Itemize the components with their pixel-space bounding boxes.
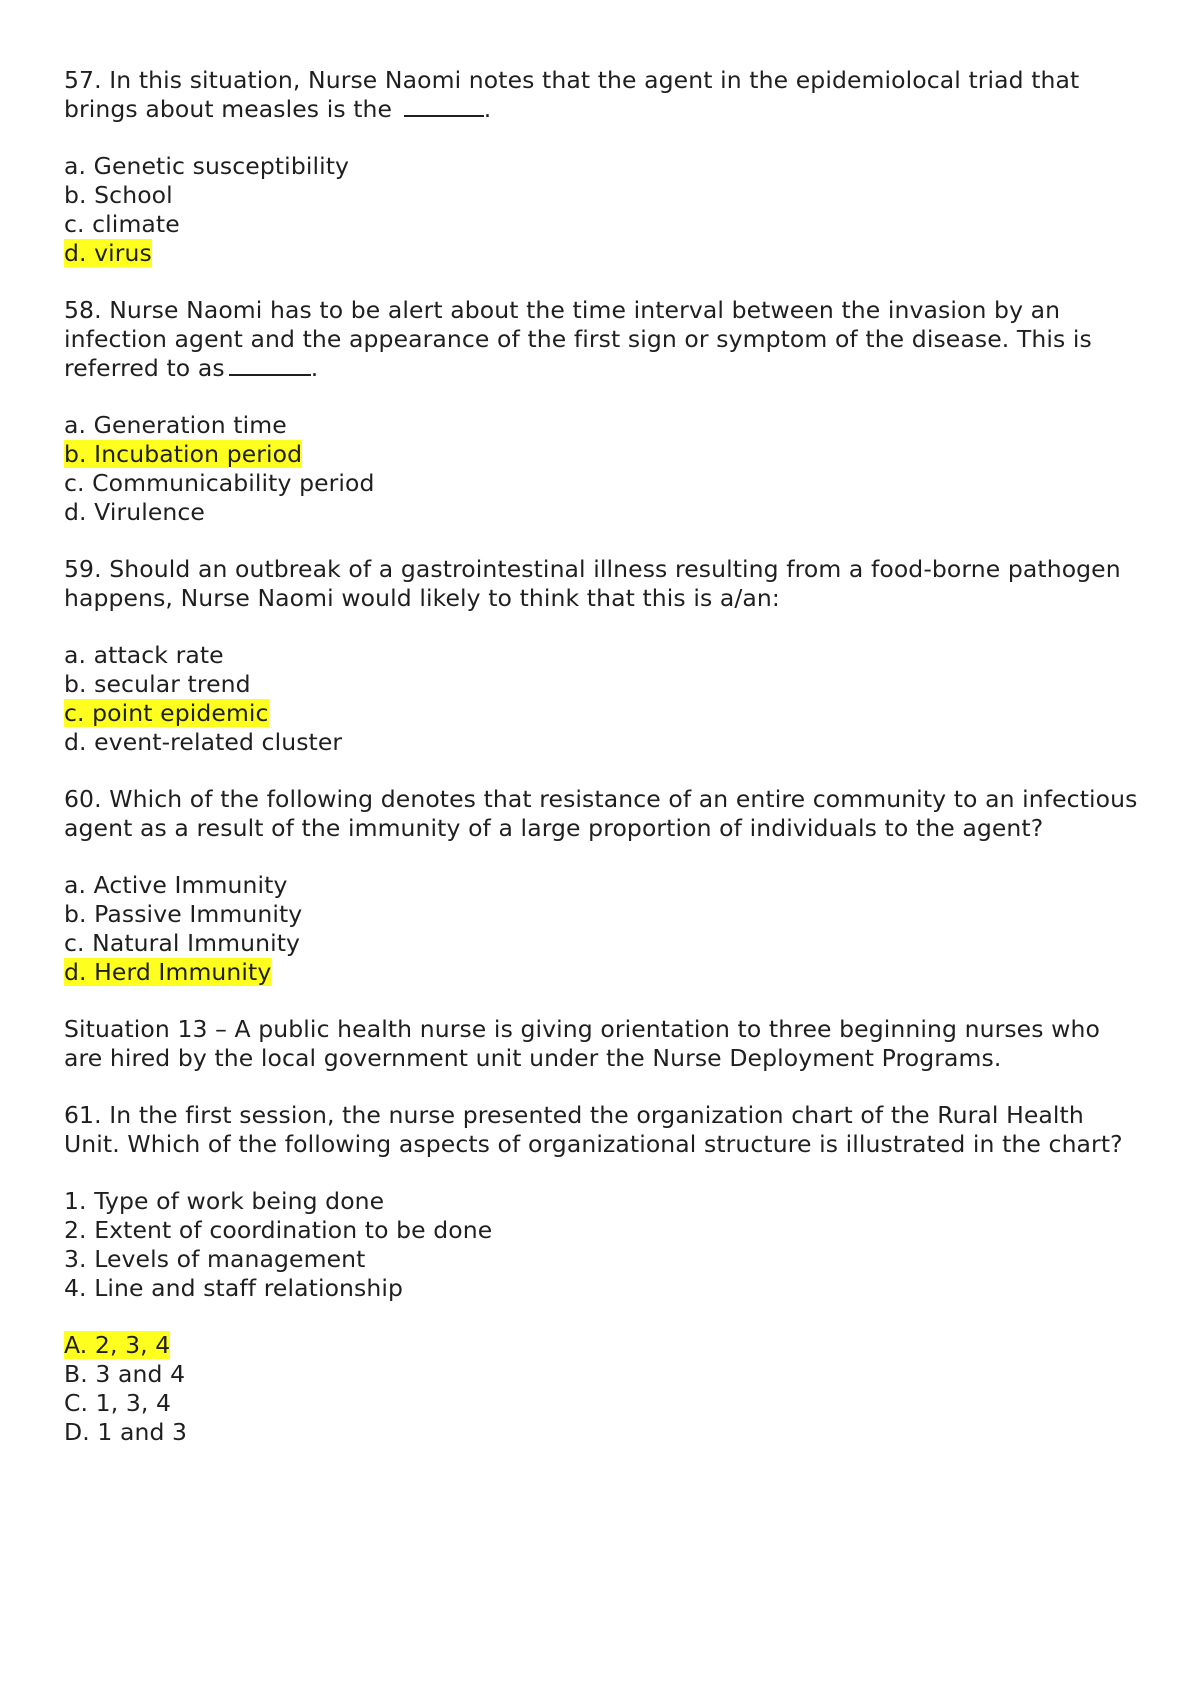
option-d: d. event-related cluster (64, 728, 343, 756)
option-d-highlighted (64, 958, 1144, 987)
highlighted-answer: A. 2, 3, 4 (64, 1331, 171, 1359)
option-a: a. Genetic susceptibility (64, 152, 350, 180)
option-c: c. Natural Immunity (64, 929, 301, 957)
numbered-item: 3. Levels of management (64, 1245, 366, 1273)
option-list (64, 641, 1144, 757)
option-c: C. 1, 3, 4 (64, 1389, 172, 1417)
question-57 (64, 66, 1144, 268)
option-list (64, 411, 1144, 527)
option-b: b. Passive Immunity (64, 900, 303, 928)
question-59 (64, 555, 1144, 757)
question-61 (64, 1101, 1144, 1447)
question-60 (64, 785, 1144, 987)
option-list (64, 871, 1144, 987)
question-text: 58. Nurse Naomi has to be alert about the time interval between the invasion by an infection agent and the appearance of the first sign or symptom of the disease. This is referred to as (64, 296, 1092, 382)
answer-blank (229, 354, 311, 376)
option-b-highlighted (64, 440, 1144, 469)
option-a: a. attack rate (64, 641, 224, 669)
question-stem (64, 66, 1144, 124)
situation-13-text: Situation 13 – A public health nurse is giving orientation to three beginning nurses who are hired by the local government unit under the Nurse Deployment Programs. (64, 1015, 1100, 1072)
option-c-highlighted (64, 699, 1144, 728)
question-stem (64, 296, 1144, 383)
answer-blank (404, 95, 484, 117)
numbered-item-list (64, 1187, 1144, 1303)
option-b: b. School (64, 181, 173, 209)
numbered-item: 4. Line and staff relationship (64, 1274, 404, 1302)
question-stem: 60. Which of the following denotes that resistance of an entire community to an infectious agent as a result of the immunity of a large proportion of individuals to the agent? (64, 785, 1138, 842)
question-58 (64, 296, 1144, 527)
option-d-highlighted (64, 239, 1144, 268)
question-stem: 59. Should an outbreak of a gastrointestinal illness resulting from a food-borne pathogen happens, Nurse Naomi would likely to think that this is a/an: (64, 555, 1121, 612)
option-c: c. Communicability period (64, 469, 375, 497)
option-list (64, 1331, 1144, 1447)
stem-end: . (483, 95, 492, 123)
numbered-item: 2. Extent of coordination to be done (64, 1216, 493, 1244)
option-a: a. Generation time (64, 411, 287, 439)
highlighted-answer: d. virus (64, 239, 152, 267)
option-list (64, 152, 1144, 268)
option-c: c. climate (64, 210, 180, 238)
option-d: d. Virulence (64, 498, 205, 526)
option-d: D. 1 and 3 (64, 1418, 188, 1446)
highlighted-answer: b. Incubation period (64, 440, 303, 468)
stem-end: . (310, 354, 319, 382)
numbered-item: 1. Type of work being done (64, 1187, 385, 1215)
document-page (64, 66, 1144, 1447)
question-text: 57. In this situation, Nurse Naomi notes that the agent in the epidemiolocal triad that brings about measles is the (64, 66, 1080, 123)
option-b: b. secular trend (64, 670, 251, 698)
option-a: a. Active Immunity (64, 871, 288, 899)
highlighted-answer: c. point epidemic (64, 699, 269, 727)
option-b: B. 3 and 4 (64, 1360, 186, 1388)
question-stem: 61. In the first session, the nurse presented the organization chart of the Rural Health Unit. Which of the following aspects of organizational structure is illustrated in the chart? (64, 1101, 1123, 1158)
highlighted-answer: d. Herd Immunity (64, 958, 272, 986)
option-a-highlighted (64, 1331, 1144, 1360)
